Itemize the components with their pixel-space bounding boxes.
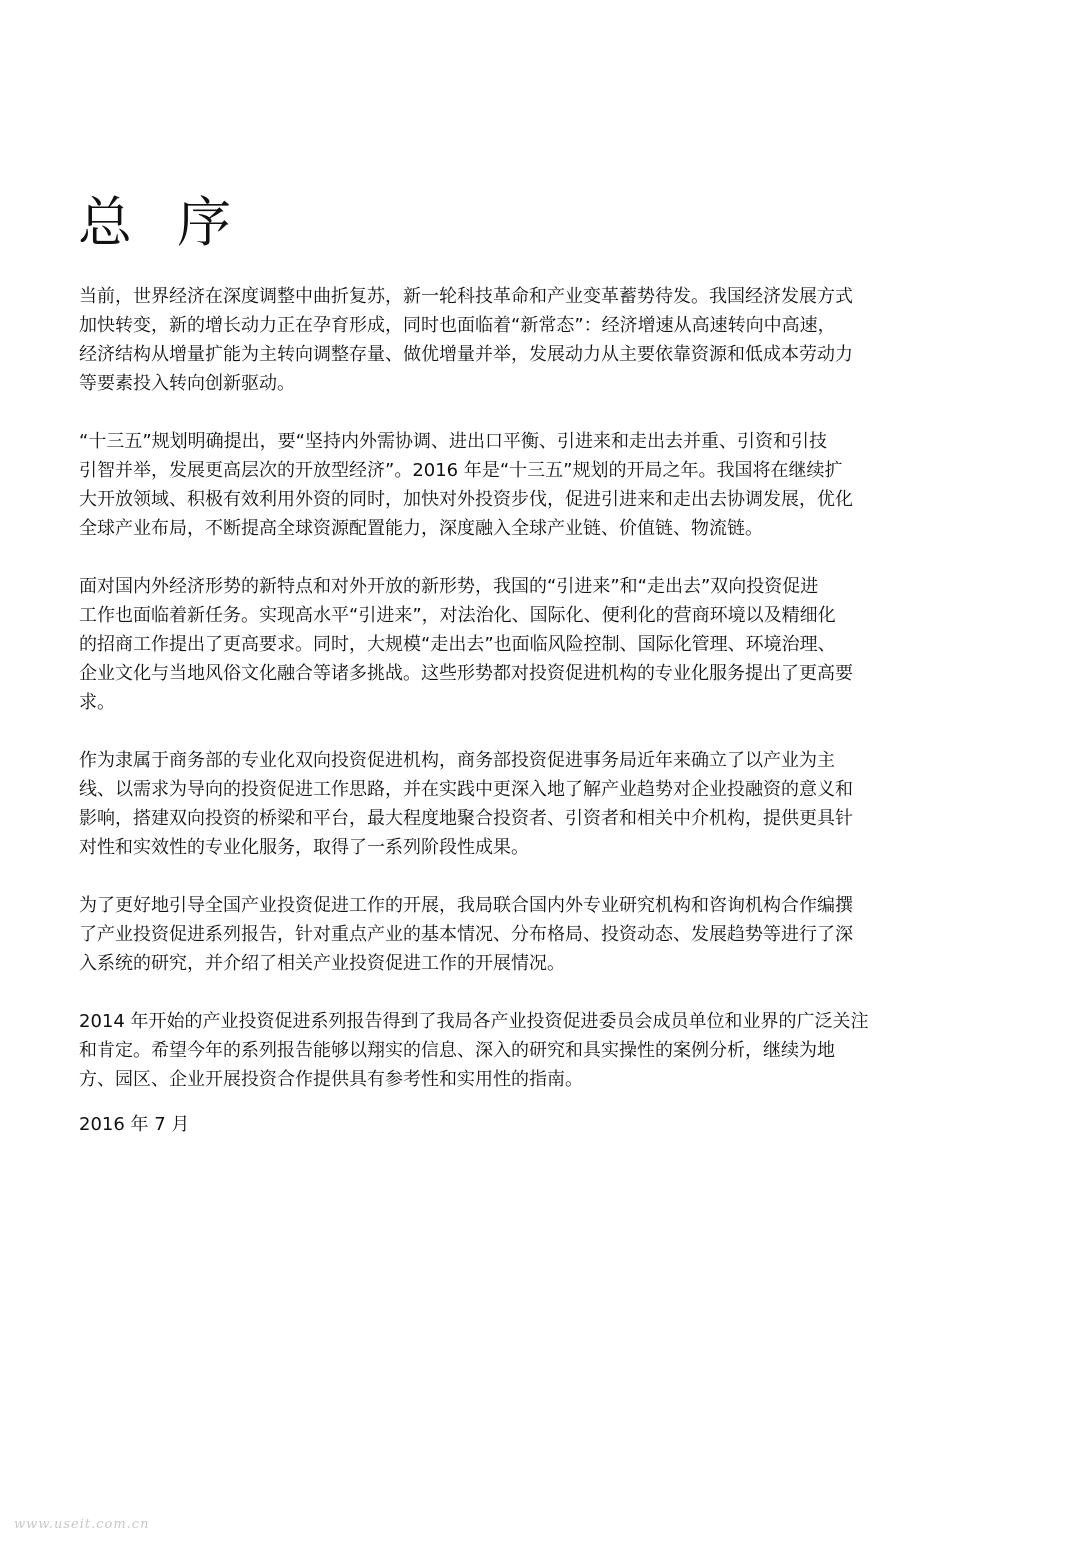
paragraph-1 xyxy=(79,282,979,398)
paragraph-line: 求。 xyxy=(79,692,115,713)
paragraph-5 xyxy=(79,891,979,978)
paragraph-line: 方、园区、企业开展投资合作提供具有参考性和实用性的指南。 xyxy=(79,1069,583,1090)
page-title: 总 序 xyxy=(78,191,246,254)
paragraph-line: 为了更好地引导全国产业投资促进工作的开展，我局联合国内外专业研究机构和咨询机构合作编撰 xyxy=(79,895,853,916)
paragraph-3 xyxy=(79,572,979,717)
paragraph-line: 的招商工作提出了更高要求。同时，大规模“走出去”也面临风险控制、国际化管理、环境治理、 xyxy=(79,634,836,655)
paragraph-line: 大开放领域、积极有效利用外资的同时，加快对外投资步伐，促进引进来和走出去协调发展，优化 xyxy=(79,489,853,510)
preface-date: 2016 年 7 月 xyxy=(79,1114,190,1135)
paragraph-6 xyxy=(79,1007,979,1094)
paragraph-line: 等要素投入转向创新驱动。 xyxy=(79,373,295,394)
preface-body xyxy=(79,282,979,1123)
paragraph-line: 入系统的研究，并介绍了相关产业投资促进工作的开展情况。 xyxy=(79,953,565,974)
paragraph-line: 工作也面临着新任务。实现高水平“引进来”，对法治化、国际化、便利化的营商环境以及精细化 xyxy=(79,605,836,626)
paragraph-line: 影响，搭建双向投资的桥梁和平台，最大程度地聚合投资者、引资者和相关中介机构，提供更具针 xyxy=(79,808,853,829)
paragraph-line: 经济结构从增量扩能为主转向调整存量、做优增量并举，发展动力从主要依靠资源和低成本劳动力 xyxy=(79,344,853,365)
paragraph-line: 面对国内外经济形势的新特点和对外开放的新形势，我国的“引进来”和“走出去”双向投资促进 xyxy=(79,576,819,597)
paragraph-line: 加快转变，新的增长动力正在孕育形成，同时也面临着“新常态”：经济增速从高速转向中高速， xyxy=(79,315,836,336)
paragraph-line: 对性和实效性的专业化服务，取得了一系列阶段性成果。 xyxy=(79,837,529,858)
paragraph-line: 2014 年开始的产业投资促进系列报告得到了我局各产业投资促进委员会成员单位和业界的广泛关注 xyxy=(79,1011,869,1032)
paragraph-line: “十三五”规划明确提出，要“坚持内外需协调、进出口平衡、引进来和走出去并重、引资和引技 xyxy=(79,431,827,452)
paragraph-line: 企业文化与当地风俗文化融合等诸多挑战。这些形势都对投资促进机构的专业化服务提出了更高要 xyxy=(79,663,853,684)
paragraph-2 xyxy=(79,427,979,543)
paragraph-line: 线、以需求为导向的投资促进工作思路，并在实践中更深入地了解产业趋势对企业投融资的意义和 xyxy=(79,779,853,800)
paragraph-line: 作为隶属于商务部的专业化双向投资促进机构，商务部投资促进事务局近年来确立了以产业为主 xyxy=(79,750,835,771)
paragraph-line: 引智并举，发展更高层次的开放型经济”。2016 年是“十三五”规划的开局之年。我国将在继续扩 xyxy=(79,460,843,481)
paragraph-4 xyxy=(79,746,979,862)
watermark: www.useit.com.cn xyxy=(14,1517,150,1532)
paragraph-line: 全球产业布局，不断提高全球资源配置能力，深度融入全球产业链、价值链、物流链。 xyxy=(79,518,763,539)
paragraph-line: 当前，世界经济在深度调整中曲折复苏，新一轮科技革命和产业变革蓄势待发。我国经济发展方式 xyxy=(79,286,853,307)
paragraph-line: 了产业投资促进系列报告，针对重点产业的基本情况、分布格局、投资动态、发展趋势等进行了深 xyxy=(79,924,853,945)
paragraph-line: 和肯定。希望今年的系列报告能够以翔实的信息、深入的研究和具实操性的案例分析，继续为地 xyxy=(79,1040,835,1061)
